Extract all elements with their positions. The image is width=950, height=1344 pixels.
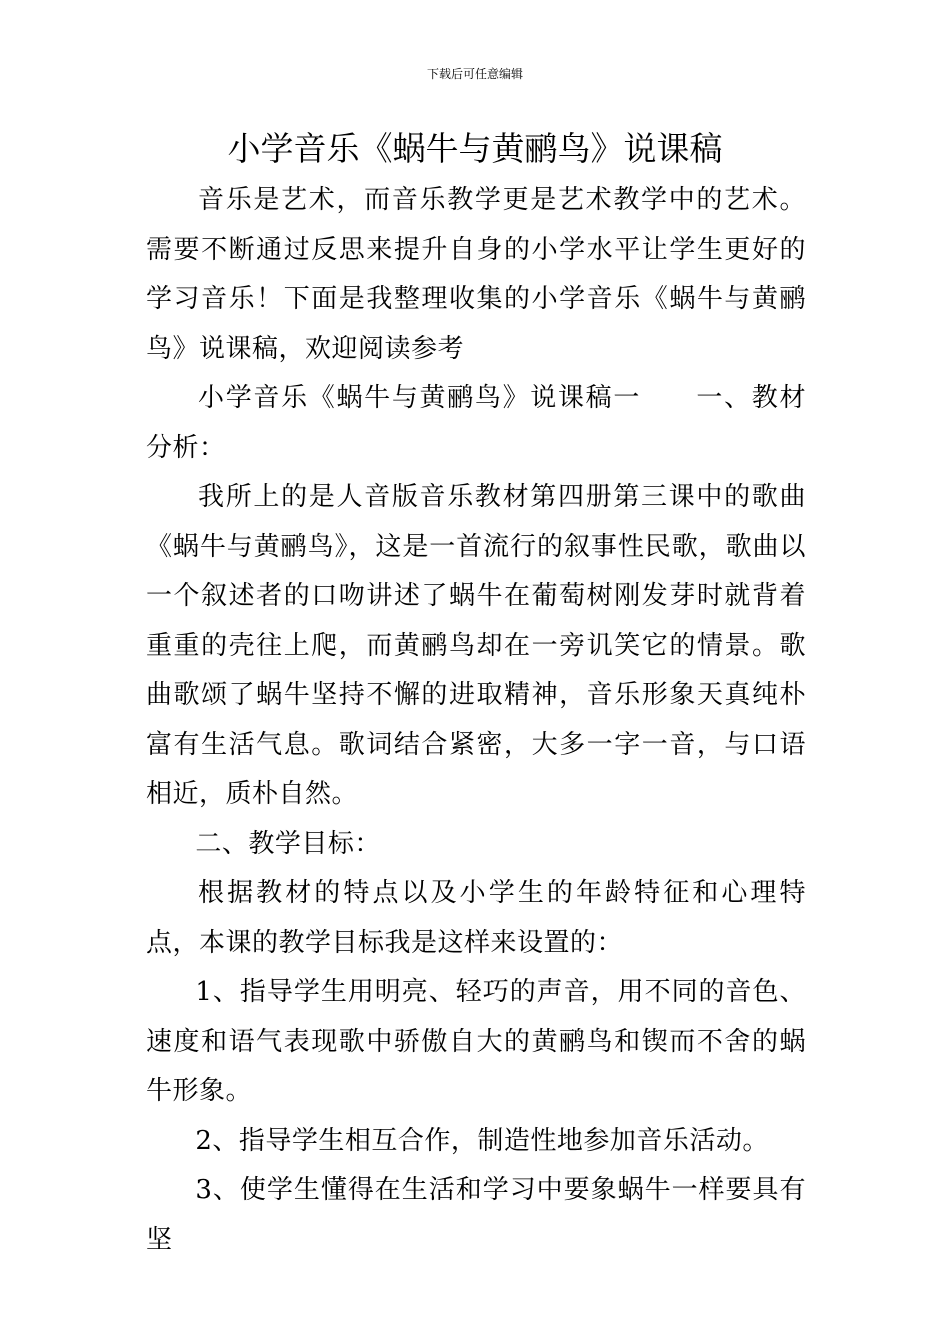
paragraph-goal-1: 1、指导学生用明亮、轻巧的声音，用不同的音色、速度和语气表现歌中骄傲自大的黄鹂鸟和锲而不舍的蜗牛形象。	[146, 977, 806, 1106]
paragraph-teaching-goals-intro: 根据教材的特点以及小学生的年龄特征和心理特点，本课的教学目标我是这样来设置的：	[146, 878, 806, 958]
paragraph-goal-3: 3、使学生懂得在生活和学习中要象蜗牛一样要具有坚	[146, 1175, 806, 1255]
document-title: 小学音乐《蜗牛与黄鹂鸟》说课稿	[227, 129, 723, 168]
paragraph-intro: 音乐是艺术，而音乐教学更是艺术教学中的艺术。需要不断通过反思来提升自身的小学水平让学生更好的学习音乐！下面是我整理收集的小学音乐《蜗牛与黄鹂鸟》说课稿，欢迎阅读参考	[146, 185, 806, 364]
page-header-note: 下载后可任意编辑	[426, 67, 523, 81]
paragraph-section-heading: 小学音乐《蜗牛与黄鹂鸟》说课稿一 一、教材分析：	[146, 383, 806, 463]
paragraph-material-analysis: 我所上的是人音版音乐教材第四册第三课中的歌曲《蜗牛与黄鹂鸟》，这是一首流行的叙事性民歌，歌曲以一个叙述者的口吻讲述了蜗牛在葡萄树刚发芽时就背着重重的壳往上爬，而黄鹂鸟却在一旁讥笑它的情景。歌曲歌颂了蜗牛坚持不懈的进取精神，音乐形象天真纯朴富有生活气息。歌词结合紧密，大多一字一音，与口语相近，质朴自然。	[146, 482, 806, 809]
paragraph-goal-2: 2、指导学生相互合作，制造性地参加音乐活动。	[195, 1125, 769, 1156]
paragraph-teaching-goals-heading: 二、教学目标：	[195, 828, 381, 859]
document-body	[146, 176, 806, 1265]
